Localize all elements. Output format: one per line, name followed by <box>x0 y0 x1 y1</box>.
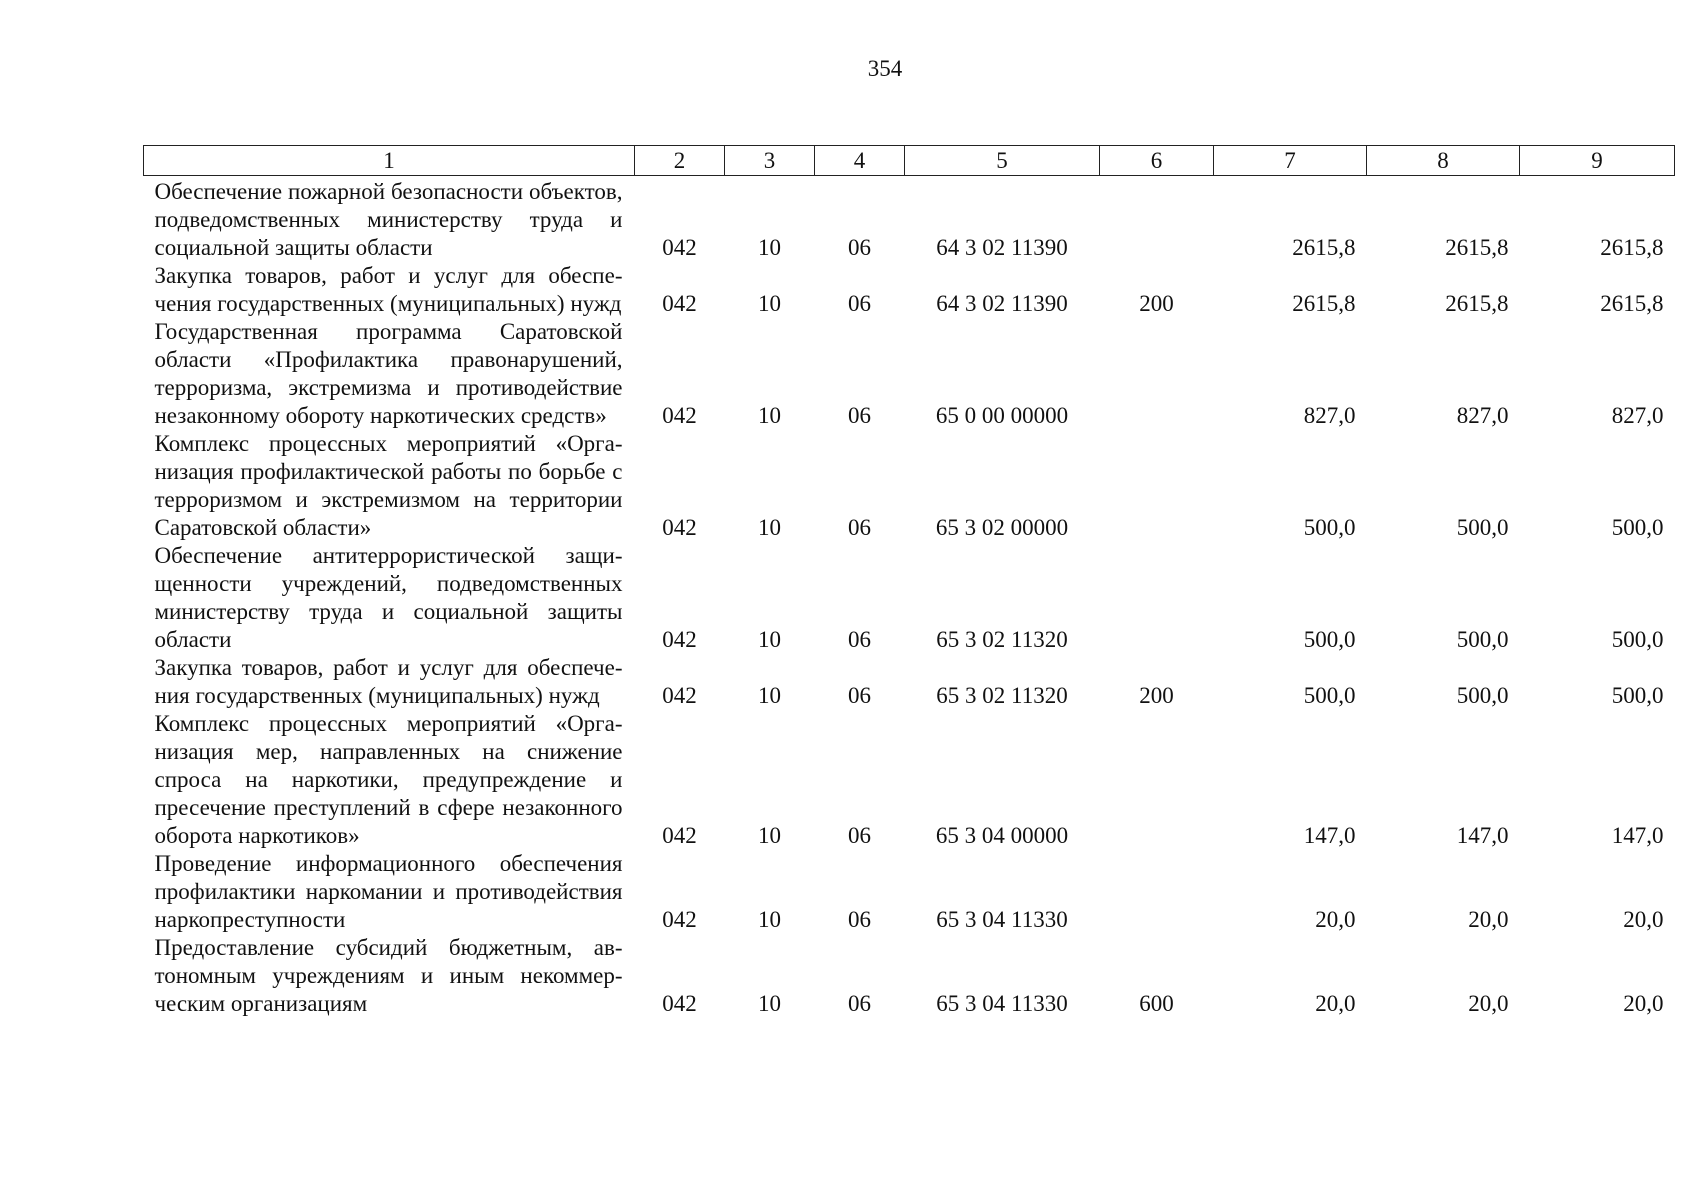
amount-col-7: 500,0 <box>1303 515 1356 540</box>
target-item-code: 65 3 04 11330 <box>936 907 1068 932</box>
target-item-code: 65 3 02 11320 <box>936 627 1068 652</box>
target-item-code: 65 0 00 00000 <box>935 403 1069 428</box>
expense-type-code <box>1100 318 1214 430</box>
table-row <box>144 542 1675 654</box>
target-item-code: 65 3 02 00000 <box>935 515 1069 540</box>
amount-col-8: 147,0 <box>1456 823 1509 848</box>
target-item-code: 65 3 02 11320 <box>936 683 1068 708</box>
section-code: 10 <box>758 235 781 260</box>
amount-col-9: 500,0 <box>1611 683 1664 708</box>
ministry-code: 042 <box>662 291 697 316</box>
subsection-code: 06 <box>848 683 871 708</box>
amount-col-7: 827,0 <box>1303 403 1356 428</box>
ministry-code: 042 <box>662 683 697 708</box>
amount-col-7: 147,0 <box>1303 823 1356 848</box>
amount-col-8: 827,0 <box>1456 403 1509 428</box>
table-row <box>144 430 1675 542</box>
row-description: Предоставление субсидий бюджетным, автономным учреждениям и иным некоммерческим организациям <box>154 935 623 1016</box>
amount-col-9: 2615,8 <box>1600 291 1664 316</box>
amount-col-7: 20,0 <box>1315 991 1356 1016</box>
row-description: Обеспечение пожарной безопасности объектов, подведомственных министерству труда и социальной защиты области <box>154 179 623 260</box>
subsection-code: 06 <box>848 907 871 932</box>
subsection-code: 06 <box>848 291 871 316</box>
amount-col-8: 2615,8 <box>1445 291 1509 316</box>
page-number: 354 <box>867 56 903 81</box>
ministry-code: 042 <box>662 907 697 932</box>
section-code: 10 <box>758 515 781 540</box>
table-row <box>144 654 1675 710</box>
section-code: 10 <box>758 991 781 1016</box>
table-row <box>144 710 1675 850</box>
expense-type-code <box>1100 176 1214 263</box>
section-code: 10 <box>758 291 781 316</box>
amount-col-8: 2615,8 <box>1445 235 1509 260</box>
column-header: 2 <box>635 146 725 176</box>
column-header: 4 <box>815 146 905 176</box>
subsection-code: 06 <box>848 403 871 428</box>
amount-col-8: 500,0 <box>1456 683 1509 708</box>
ministry-code: 042 <box>662 235 697 260</box>
row-description: Обеспечение антитеррористической защищенности учреждений, подведомственных министерству труда и социальной защиты области <box>154 543 623 652</box>
ministry-code: 042 <box>662 991 697 1016</box>
table-header <box>144 146 1675 176</box>
column-header: 6 <box>1100 146 1214 176</box>
section-code: 10 <box>758 627 781 652</box>
table-body <box>144 176 1675 1019</box>
expense-type-code <box>1100 710 1214 850</box>
amount-col-8: 500,0 <box>1456 627 1509 652</box>
amount-col-8: 20,0 <box>1468 907 1509 932</box>
row-description: Закупка товаров, работ и услуг для обеспечения государственных (муниципальных) нужд <box>154 263 623 316</box>
section-code: 10 <box>758 907 781 932</box>
subsection-code: 06 <box>848 235 871 260</box>
amount-col-7: 500,0 <box>1303 627 1356 652</box>
amount-col-9: 500,0 <box>1611 515 1664 540</box>
column-header: 8 <box>1367 146 1520 176</box>
amount-col-7: 500,0 <box>1303 683 1356 708</box>
ministry-code: 042 <box>662 627 697 652</box>
table-row <box>144 318 1675 430</box>
amount-col-9: 500,0 <box>1611 627 1664 652</box>
target-item-code: 65 3 04 11330 <box>936 991 1068 1016</box>
table-row <box>144 934 1675 1018</box>
expense-type-code <box>1100 430 1214 542</box>
amount-col-7: 2615,8 <box>1292 291 1356 316</box>
target-item-code: 64 3 02 11390 <box>936 235 1068 260</box>
target-item-code: 65 3 04 00000 <box>935 823 1069 848</box>
column-header: 3 <box>725 146 815 176</box>
table-row <box>144 176 1675 263</box>
ministry-code: 042 <box>662 515 697 540</box>
table-row <box>144 850 1675 934</box>
row-description: Комплекс процессных мероприятий «Организация мер, направленных на снижение спроса на наркотики, предупреждение и пресечение преступлений в сфере незаконного оборота наркотиков» <box>154 711 623 848</box>
ministry-code: 042 <box>662 823 697 848</box>
amount-col-9: 2615,8 <box>1600 235 1664 260</box>
expense-type-code: 200 <box>1139 291 1174 316</box>
expense-type-code <box>1100 850 1214 934</box>
column-header: 5 <box>905 146 1100 176</box>
amount-col-7: 2615,8 <box>1292 235 1356 260</box>
subsection-code: 06 <box>848 627 871 652</box>
ministry-code: 042 <box>662 403 697 428</box>
amount-col-9: 827,0 <box>1611 403 1664 428</box>
budget-table <box>143 145 1675 1018</box>
row-description: Закупка товаров, работ и услуг для обеспечения государственных (муниципальных) нужд <box>154 655 623 708</box>
amount-col-9: 20,0 <box>1623 907 1664 932</box>
amount-col-9: 147,0 <box>1611 823 1664 848</box>
row-description: Государственная программа Саратовской области «Профилактика правонарушений, терроризма, экстремизма и противодействие незаконному обороту наркотических средств» <box>154 319 623 428</box>
column-header: 7 <box>1214 146 1367 176</box>
expense-type-code: 600 <box>1139 991 1174 1016</box>
column-header: 9 <box>1520 146 1675 176</box>
amount-col-8: 20,0 <box>1468 991 1509 1016</box>
table-row <box>144 262 1675 318</box>
subsection-code: 06 <box>848 515 871 540</box>
amount-col-8: 500,0 <box>1456 515 1509 540</box>
expense-type-code <box>1100 542 1214 654</box>
header-row <box>144 146 1675 176</box>
row-description: Комплекс процессных мероприятий «Организация профилактической работы по борьбе с терроризмом и экстремизмом на территории Саратовской области» <box>154 431 623 540</box>
section-code: 10 <box>758 683 781 708</box>
row-description: Проведение информационного обеспечения профилактики наркомании и противодействия наркопреступности <box>154 851 623 932</box>
subsection-code: 06 <box>848 991 871 1016</box>
section-code: 10 <box>758 403 781 428</box>
subsection-code: 06 <box>848 823 871 848</box>
amount-col-7: 20,0 <box>1315 907 1356 932</box>
column-header: 1 <box>144 146 635 176</box>
section-code: 10 <box>758 823 781 848</box>
amount-col-9: 20,0 <box>1623 991 1664 1016</box>
expense-type-code: 200 <box>1139 683 1174 708</box>
target-item-code: 64 3 02 11390 <box>936 291 1068 316</box>
